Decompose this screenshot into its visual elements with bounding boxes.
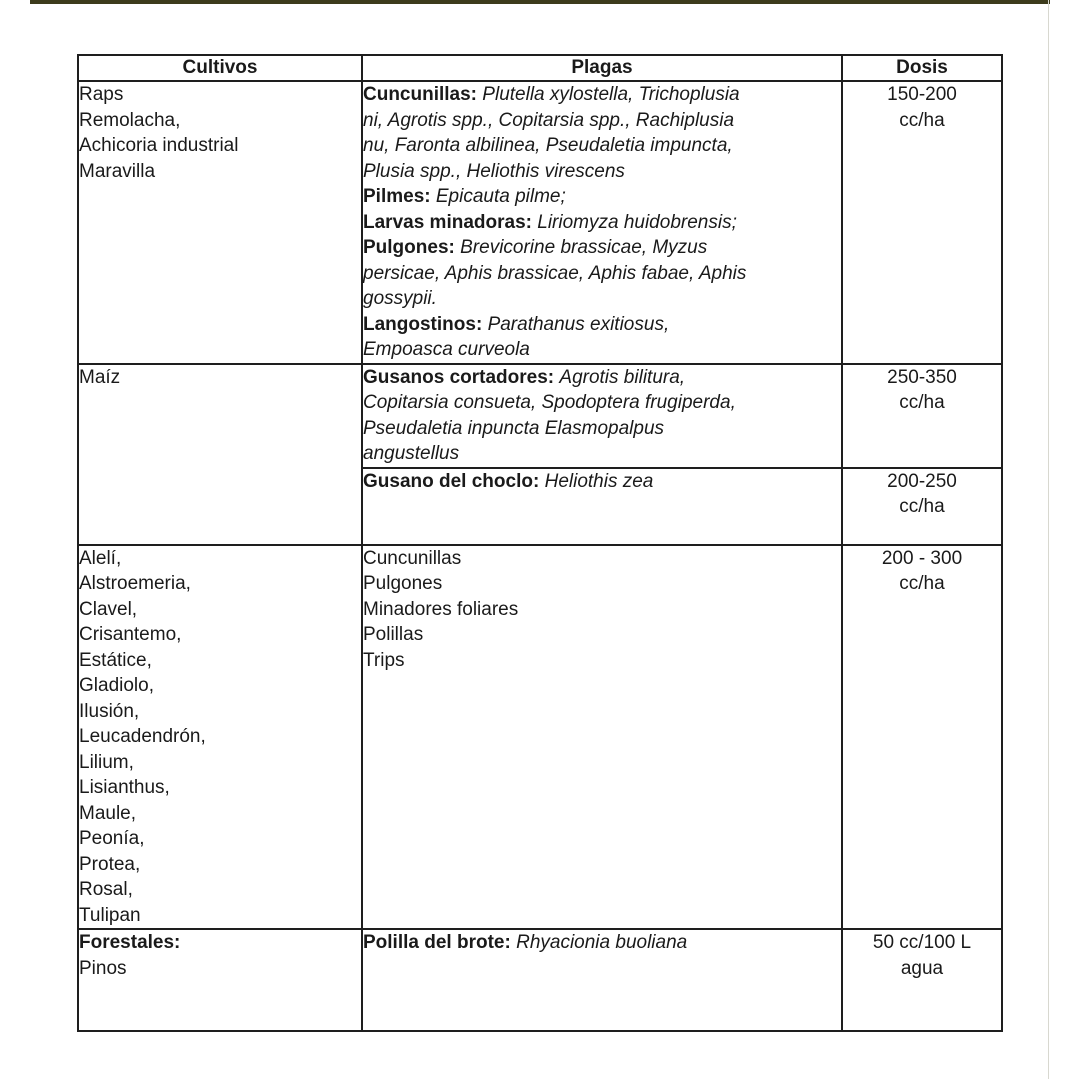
crop-item: Gladiolo,: [79, 675, 154, 696]
pest-label: Larvas minadoras:: [363, 211, 532, 233]
pest-species: Copitarsia consueta, Spodoptera frugiperda,: [363, 392, 736, 413]
header-pests: Plagas: [362, 55, 842, 81]
crop-item: Lisianthus,: [79, 777, 170, 798]
dose-value: 200 - 300: [881, 547, 963, 569]
pest-entry: [363, 210, 841, 236]
pests-cell: [362, 364, 842, 468]
dose-unit: agua: [900, 957, 944, 979]
pest-entry: [363, 469, 841, 495]
pest-entry: [363, 365, 841, 391]
dose-cell: [842, 545, 1002, 930]
pest-label: Cuncunillas:: [363, 84, 478, 105]
pest-label: Gusano del choclo:: [363, 470, 540, 492]
crop-item: Raps: [79, 84, 124, 105]
pest-dose-table: [77, 54, 1003, 1032]
table-header-row: [78, 55, 1002, 81]
crop-group-label: Forestales:: [79, 932, 181, 953]
pest-species: Empoasca curveola: [363, 339, 530, 360]
pest-label: Pilmes:: [363, 186, 431, 207]
pest-label: Langostinos:: [363, 313, 483, 335]
pest-species: Liriomyza huidobrensis;: [537, 211, 737, 233]
crop-item: Protea,: [79, 853, 141, 875]
pest-label: Polilla del brote:: [363, 932, 511, 953]
crop-item: Ilusión,: [79, 700, 140, 722]
pest-species: gossypii.: [363, 288, 437, 309]
crop-item: Maule,: [79, 802, 137, 824]
pest-entry: [363, 184, 841, 210]
pest-item: Trips: [363, 649, 405, 671]
header-dose: Dosis: [842, 55, 1002, 81]
pest-species: Brevicorine brassicae, Myzus: [460, 237, 708, 258]
table-row: [78, 364, 1002, 468]
dose-value: 150-200: [887, 84, 957, 105]
crops-cell: [78, 364, 362, 545]
pest-species: Plusia spp., Heliothis virescens: [363, 160, 625, 182]
crop-item: Maíz: [79, 366, 121, 388]
dose-cell: [842, 81, 1002, 364]
page-edge-rule: [1048, 0, 1049, 1079]
pests-cell: [362, 81, 842, 364]
crop-item: Clavel,: [79, 598, 138, 620]
dose-cell: [842, 468, 1002, 545]
pest-species: Plutella xylostella, Trichoplusia: [482, 84, 740, 105]
dose-unit: cc/ha: [899, 392, 945, 413]
top-band: [30, 0, 1050, 4]
pest-species: persicae, Aphis brassicae, Aphis fabae, Aphis: [363, 262, 747, 284]
crop-item: Maravilla: [79, 160, 156, 182]
pests-cell: [362, 929, 842, 1031]
pest-item: Polillas: [363, 624, 424, 645]
crop-item: Remolacha,: [79, 109, 181, 131]
table-row: [78, 81, 1002, 364]
pest-item: Pulgones: [363, 573, 443, 594]
dose-cell: [842, 364, 1002, 468]
dose-cell: [842, 929, 1002, 1031]
crop-item: Tulipan: [79, 904, 141, 926]
crop-item: Pinos: [79, 957, 127, 979]
pest-item: Minadores foliares: [363, 598, 519, 620]
pest-species: angustellus: [363, 443, 460, 464]
header-crops: Cultivos: [78, 55, 362, 81]
pest-species: Agrotis bilitura,: [559, 366, 686, 388]
crop-item: Alstroemeria,: [79, 573, 191, 594]
pest-entry: [363, 930, 841, 956]
pest-species: Parathanus exitiosus,: [487, 313, 670, 335]
pest-species: Epicauta pilme;: [435, 186, 566, 207]
crops-cell: [78, 929, 362, 1031]
crops-cell: [78, 545, 362, 930]
table-row: [78, 929, 1002, 1031]
crop-item: Crisantemo,: [79, 624, 182, 645]
pest-entry: [363, 312, 841, 338]
crop-item: Alelí,: [79, 547, 122, 569]
pest-species: ni, Agrotis spp., Copitarsia spp., Rachiplusia: [363, 109, 735, 131]
dose-unit: cc/ha: [899, 496, 945, 517]
pest-species: Rhyacionia buoliana: [516, 932, 688, 953]
table-row: [78, 545, 1002, 930]
dose-value: 50 cc/100 L: [872, 932, 972, 953]
pest-species: Heliothis zea: [544, 470, 654, 492]
dose-unit: cc/ha: [899, 573, 945, 594]
crop-item: Leucadendrón,: [79, 726, 206, 747]
crop-item: Peonía,: [79, 828, 145, 849]
dose-value: 250-350: [887, 366, 957, 388]
crop-item: Estátice,: [79, 649, 152, 671]
pest-species: nu, Faronta albilinea, Pseudaletia impuncta,: [363, 135, 733, 156]
pest-item: Cuncunillas: [363, 547, 462, 569]
dose-unit: cc/ha: [899, 109, 945, 131]
crop-item: Rosal,: [79, 879, 133, 900]
pest-label: Gusanos cortadores:: [363, 366, 555, 388]
dose-value: 200-250: [887, 470, 957, 492]
pest-entry: [363, 82, 841, 108]
pests-cell: [362, 468, 842, 545]
pests-cell: [362, 545, 842, 930]
crops-cell: [78, 81, 362, 364]
pest-species: Pseudaletia inpuncta Elasmopalpus: [363, 417, 665, 439]
pest-entry: [363, 235, 841, 261]
crop-item: Lilium,: [79, 751, 134, 773]
pest-label: Pulgones:: [363, 237, 455, 258]
crop-item: Achicoria industrial: [79, 135, 239, 156]
